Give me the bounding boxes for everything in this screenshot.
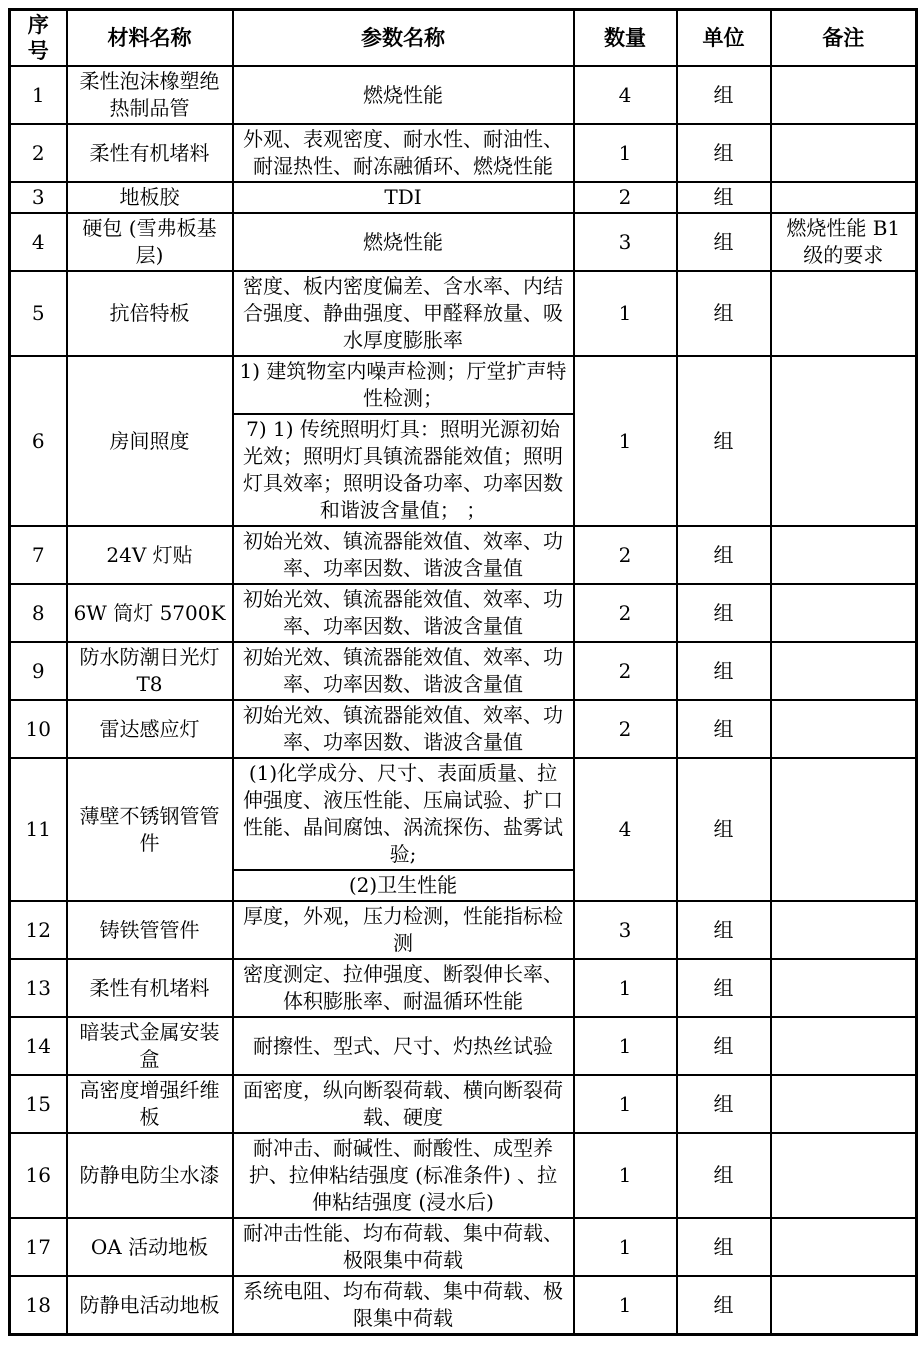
- header-cell-no: [10, 10, 67, 67]
- cell-serial: 8: [10, 584, 67, 642]
- materials-test-table: [8, 8, 918, 1336]
- cell-quantity: 1: [574, 1017, 677, 1075]
- cell-unit: 组: [677, 758, 771, 901]
- cell-serial: 6: [10, 356, 67, 526]
- cell-serial: 11: [10, 758, 67, 901]
- cell-unit: 组: [677, 526, 771, 584]
- header-label: 参数名称: [361, 25, 445, 50]
- cell-quantity: 1: [574, 959, 677, 1017]
- table-header: [10, 10, 917, 67]
- header-label: 材料名称: [107, 25, 192, 50]
- cell-unit: 组: [677, 584, 771, 642]
- cell-parameter: (1)化学成分、尺寸、表面质量、拉伸强度、液压性能、压扁试验、扩口性能、晶间腐蚀、涡流探伤、盐雾试验;: [233, 758, 574, 870]
- cell-quantity: 1: [574, 1218, 677, 1276]
- header-cell-qty: [574, 10, 677, 67]
- table-header-row: [10, 10, 917, 67]
- cell-note: [771, 66, 917, 124]
- cell-quantity: 1: [574, 1133, 677, 1218]
- cell-unit: 组: [677, 1017, 771, 1075]
- table-row: [10, 526, 917, 584]
- cell-quantity: 3: [574, 901, 677, 959]
- table-row: [10, 182, 917, 213]
- cell-material: 雷达感应灯: [67, 700, 233, 758]
- cell-note: 燃烧性能 B1 级的要求: [771, 213, 917, 271]
- cell-serial: 5: [10, 271, 67, 356]
- table-row: [10, 1218, 917, 1276]
- cell-material: 柔性泡沫橡塑绝热制品管: [67, 66, 233, 124]
- table-row: [10, 1133, 917, 1218]
- cell-note: [771, 1276, 917, 1335]
- table-row: [10, 124, 917, 182]
- cell-material: 柔性有机堵料: [67, 959, 233, 1017]
- table-row: [10, 584, 917, 642]
- cell-note: [771, 124, 917, 182]
- cell-note: [771, 700, 917, 758]
- cell-parameter: 7) 1) 传统照明灯具：照明光源初始光效；照明灯具镇流器能效值；照明灯具效率；照明设备功率、功率因数和谐波含量值； ；: [233, 414, 574, 526]
- table-row: [10, 271, 917, 356]
- cell-material: 防静电防尘水漆: [67, 1133, 233, 1218]
- cell-parameter: 厚度，外观，压力检测，性能指标检测: [233, 901, 574, 959]
- cell-serial: 2: [10, 124, 67, 182]
- cell-material: 薄壁不锈钢管管件: [67, 758, 233, 901]
- cell-parameter: (2)卫生性能: [233, 870, 574, 901]
- cell-quantity: 3: [574, 213, 677, 271]
- cell-parameter: 耐冲击、耐碱性、耐酸性、成型养护、拉伸粘结强度 (标准条件) 、拉伸粘结强度 (浸水后): [233, 1133, 574, 1218]
- cell-unit: 组: [677, 124, 771, 182]
- header-cell-material: [67, 10, 233, 67]
- cell-quantity: 2: [574, 584, 677, 642]
- table-row: [10, 1075, 917, 1133]
- cell-unit: 组: [677, 959, 771, 1017]
- header-cell-param: [233, 10, 574, 67]
- table-row: [10, 1276, 917, 1335]
- cell-unit: 组: [677, 66, 771, 124]
- cell-serial: 3: [10, 182, 67, 213]
- cell-serial: 12: [10, 901, 67, 959]
- cell-parameter: 燃烧性能: [233, 213, 574, 271]
- table-row: [10, 213, 917, 271]
- cell-unit: 组: [677, 700, 771, 758]
- cell-serial: 9: [10, 642, 67, 700]
- table-body: [10, 66, 917, 1335]
- cell-parameter: 面密度，纵向断裂荷载、横向断裂荷载、硬度: [233, 1075, 574, 1133]
- cell-note: [771, 642, 917, 700]
- cell-parameter: 密度测定、拉伸强度、断裂伸长率、体积膨胀率、耐温循环性能: [233, 959, 574, 1017]
- header-label: 备注: [822, 25, 865, 50]
- cell-unit: 组: [677, 1075, 771, 1133]
- cell-note: [771, 584, 917, 642]
- cell-quantity: 1: [574, 1276, 677, 1335]
- cell-parameter: 系统电阻、均布荷载、集中荷载、极限集中荷载: [233, 1276, 574, 1335]
- cell-quantity: 1: [574, 1075, 677, 1133]
- cell-parameter: 1) 建筑物室内噪声检测；厅堂扩声特性检测；: [233, 356, 574, 414]
- cell-quantity: 1: [574, 124, 677, 182]
- cell-material: 防水防潮日光灯 T8: [67, 642, 233, 700]
- cell-note: [771, 901, 917, 959]
- cell-unit: 组: [677, 271, 771, 356]
- table-row: [10, 901, 917, 959]
- cell-unit: 组: [677, 1218, 771, 1276]
- cell-note: [771, 1075, 917, 1133]
- cell-material: 铸铁管管件: [67, 901, 233, 959]
- table-row: [10, 66, 917, 124]
- cell-material: 高密度增强纤维板: [67, 1075, 233, 1133]
- cell-parameter: 初始光效、镇流器能效值、效率、功率、功率因数、谐波含量值: [233, 526, 574, 584]
- cell-serial: 4: [10, 213, 67, 271]
- table-row: [10, 642, 917, 700]
- cell-serial: 16: [10, 1133, 67, 1218]
- cell-note: [771, 182, 917, 213]
- header-label: 序号: [27, 12, 49, 63]
- cell-material: 抗倍特板: [67, 271, 233, 356]
- cell-unit: 组: [677, 213, 771, 271]
- table-row: [10, 700, 917, 758]
- cell-serial: 13: [10, 959, 67, 1017]
- cell-unit: 组: [677, 901, 771, 959]
- cell-serial: 15: [10, 1075, 67, 1133]
- cell-parameter: 耐冲击性能、均布荷载、集中荷载、极限集中荷载: [233, 1218, 574, 1276]
- cell-material: 柔性有机堵料: [67, 124, 233, 182]
- cell-quantity: 4: [574, 66, 677, 124]
- table-row: [10, 1017, 917, 1075]
- table-row: [10, 959, 917, 1017]
- cell-serial: 17: [10, 1218, 67, 1276]
- cell-quantity: 2: [574, 182, 677, 213]
- table-row: [10, 758, 917, 870]
- cell-parameter: 燃烧性能: [233, 66, 574, 124]
- cell-material: 暗装式金属安装盒: [67, 1017, 233, 1075]
- cell-serial: 7: [10, 526, 67, 584]
- cell-note: [771, 1017, 917, 1075]
- cell-unit: 组: [677, 1276, 771, 1335]
- cell-parameter: 初始光效、镇流器能效值、效率、功率、功率因数、谐波含量值: [233, 642, 574, 700]
- cell-quantity: 1: [574, 356, 677, 526]
- cell-material: 房间照度: [67, 356, 233, 526]
- cell-quantity: 2: [574, 526, 677, 584]
- cell-quantity: 2: [574, 642, 677, 700]
- cell-serial: 10: [10, 700, 67, 758]
- header-label: 数量: [604, 25, 646, 50]
- cell-serial: 14: [10, 1017, 67, 1075]
- header-cell-note: [771, 10, 917, 67]
- cell-note: [771, 1133, 917, 1218]
- cell-note: [771, 356, 917, 526]
- header-label: 单位: [702, 25, 745, 50]
- table-row: [10, 356, 917, 414]
- cell-parameter: 初始光效、镇流器能效值、效率、功率、功率因数、谐波含量值: [233, 700, 574, 758]
- cell-parameter: 耐擦性、型式、尺寸、灼热丝试验: [233, 1017, 574, 1075]
- cell-note: [771, 758, 917, 901]
- cell-quantity: 2: [574, 700, 677, 758]
- cell-unit: 组: [677, 182, 771, 213]
- cell-material: 地板胶: [67, 182, 233, 213]
- cell-parameter: 初始光效、镇流器能效值、效率、功率、功率因数、谐波含量值: [233, 584, 574, 642]
- cell-quantity: 1: [574, 271, 677, 356]
- cell-material: 防静电活动地板: [67, 1276, 233, 1335]
- cell-parameter: 外观、表观密度、耐水性、耐油性、耐湿热性、耐冻融循环、燃烧性能: [233, 124, 574, 182]
- cell-note: [771, 1218, 917, 1276]
- cell-serial: 1: [10, 66, 67, 124]
- cell-material: 硬包 (雪弗板基层): [67, 213, 233, 271]
- cell-quantity: 4: [574, 758, 677, 901]
- cell-parameter: TDI: [233, 182, 574, 213]
- header-cell-unit: [677, 10, 771, 67]
- cell-note: [771, 271, 917, 356]
- cell-note: [771, 526, 917, 584]
- cell-material: OA 活动地板: [67, 1218, 233, 1276]
- cell-material: 24V 灯贴: [67, 526, 233, 584]
- cell-material: 6W 筒灯 5700K: [67, 584, 233, 642]
- cell-serial: 18: [10, 1276, 67, 1335]
- cell-parameter: 密度、板内密度偏差、含水率、内结合强度、静曲强度、甲醛释放量、吸水厚度膨胀率: [233, 271, 574, 356]
- cell-unit: 组: [677, 1133, 771, 1218]
- cell-unit: 组: [677, 356, 771, 526]
- cell-unit: 组: [677, 642, 771, 700]
- cell-note: [771, 959, 917, 1017]
